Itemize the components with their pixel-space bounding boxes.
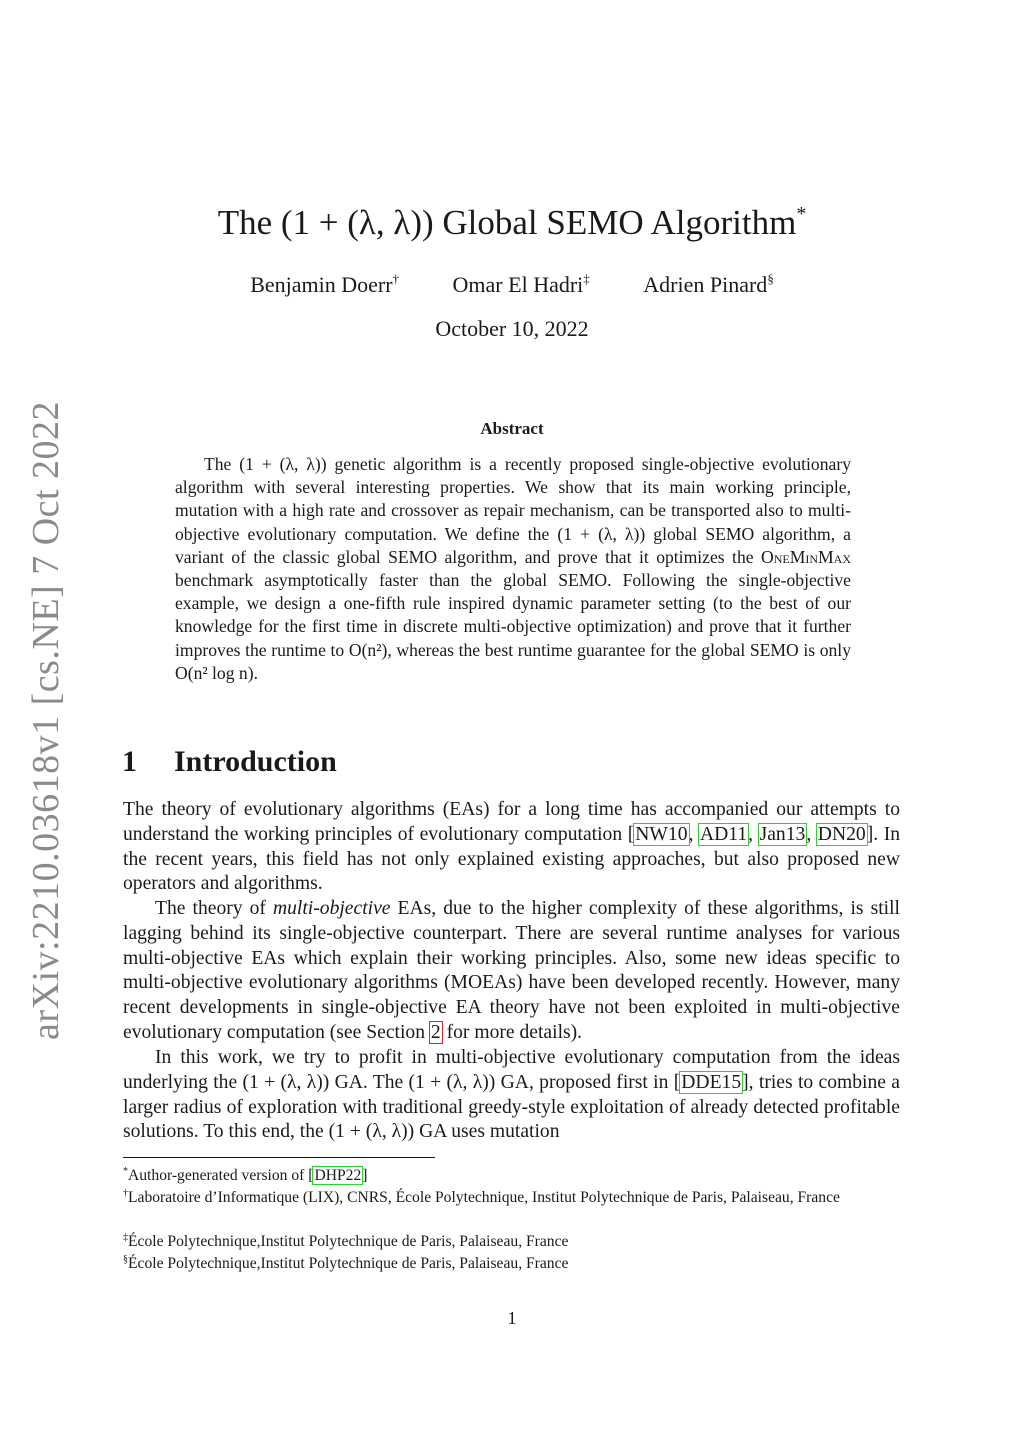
author-2-mark[interactable]: ‡ [583, 271, 590, 286]
citation-link[interactable]: DHP22 [314, 1167, 362, 1184]
footnote-divider [123, 1157, 435, 1158]
intro-paragraph-2: The theory of multi-objective EAs, due to the higher complexity of these algorithms, is still lagging behind its single-objective counterpart. There are several runtime analyses for various multi-objective EAs which explain their working principles. Also, some new ideas specific to multi-objective evolutionary algorithms (MOEAs) have been developed recently. However, many recent developments in single-objective EA theory have not been exploited in multi-objective evolutionary computation (see Section 2 for more details). [123, 898, 900, 1043]
author-1-mark[interactable]: † [392, 271, 400, 286]
emphasis-multi-objective: multi-objective [272, 898, 391, 919]
author-2: Omar El Hadri‡ [452, 271, 590, 297]
intro-paragraph-1: The theory of evolutionary algorithms (EAs) for a long time has accompanied our attempts to understand the working principles of evolutionary computation [NW10, AD11, Jan13, DN20]. In the recent years, this field has not only explained existing approaches, but also proposed new operators and algorithms. [123, 799, 901, 895]
section-heading-introduction [122, 742, 337, 782]
section-number: 1 [122, 745, 137, 778]
runtime-bound-old: O(n² log n) [175, 662, 254, 683]
author-list [0, 264, 1024, 300]
page-number: 1 [507, 1308, 517, 1328]
arxiv-identifier-stamp: arXiv:2210.03618v1 [cs.NE] 7 Oct 2022 [25, 400, 67, 1040]
author-3: Adrien Pinard§ [643, 271, 774, 297]
author-1: Benjamin Doerr† [250, 271, 400, 297]
section-reference-link[interactable]: 2 [430, 1021, 441, 1043]
citation-link[interactable]: DN20 [817, 823, 866, 845]
intro-paragraph-3: In this work, we try to profit in multi-objective evolutionary computation from the ideas underlying the (1 + (λ, λ)) GA. The (1 + (λ, λ)) GA, proposed first in [DDE15], tries to combine a larger radius of exploration with traditional greedy-style exploitation of already detected profitable solutions. To this end, the (1 + (λ, λ)) GA uses mutation [123, 1047, 900, 1143]
paper-title [0, 192, 1024, 245]
title-footnote-mark[interactable]: * [796, 203, 807, 225]
citation-link[interactable]: AD11 [699, 823, 748, 845]
author-3-mark[interactable]: § [767, 271, 774, 286]
abstract-heading: Abstract [480, 419, 544, 438]
footnote-affiliation-1: †Laboratoire d’Informatique (LIX), CNRS, École Polytechnique, Institut Polytechnique de Paris, Palaiseau, France [123, 1188, 840, 1206]
footnote-affiliation-3: §École Polytechnique,Institut Polytechnique de Paris, Palaiseau, France [123, 1254, 569, 1272]
citation-link[interactable]: NW10 [635, 823, 688, 845]
title-text: The (1 + (λ, λ)) Global SEMO Algorithm [217, 203, 797, 242]
citation-link[interactable]: Jan13 [759, 823, 806, 845]
benchmark-name: OneMinMax [761, 546, 851, 567]
publication-date: October 10, 2022 [435, 316, 589, 341]
footnote-title: *Author-generated version of [DHP22] [123, 1166, 368, 1184]
citation-link[interactable]: DDE15 [681, 1071, 742, 1093]
abstract-text: The (1 + (λ, λ)) genetic algorithm is a recently proposed single-objective evolutionary algorithm with several interesting properties. We show that its main working principle, mutation with a high rate and crossover as repair mechanism, can be transported also to multi-objective evolutionary computation. We define the (1 + (λ, λ)) global SEMO algorithm, a variant of the classic global SEMO algorithm, and prove that it optimizes the OneMinMax benchmark asymptotically faster than the global SEMO. Following the single-objective example, we design a one-fifth rule inspired dynamic parameter setting (to the best of our knowledge for the first time in discrete multi-objective optimization) and prove that it further improves the runtime to O(n²), whereas the best runtime guarantee for the global SEMO is only O(n² log n). [175, 454, 851, 683]
section-title: Introduction [174, 745, 337, 778]
footnote-affiliation-2: ‡École Polytechnique,Institut Polytechnique de Paris, Palaiseau, France [123, 1232, 569, 1250]
runtime-bound-new: O(n²) [348, 639, 388, 660]
